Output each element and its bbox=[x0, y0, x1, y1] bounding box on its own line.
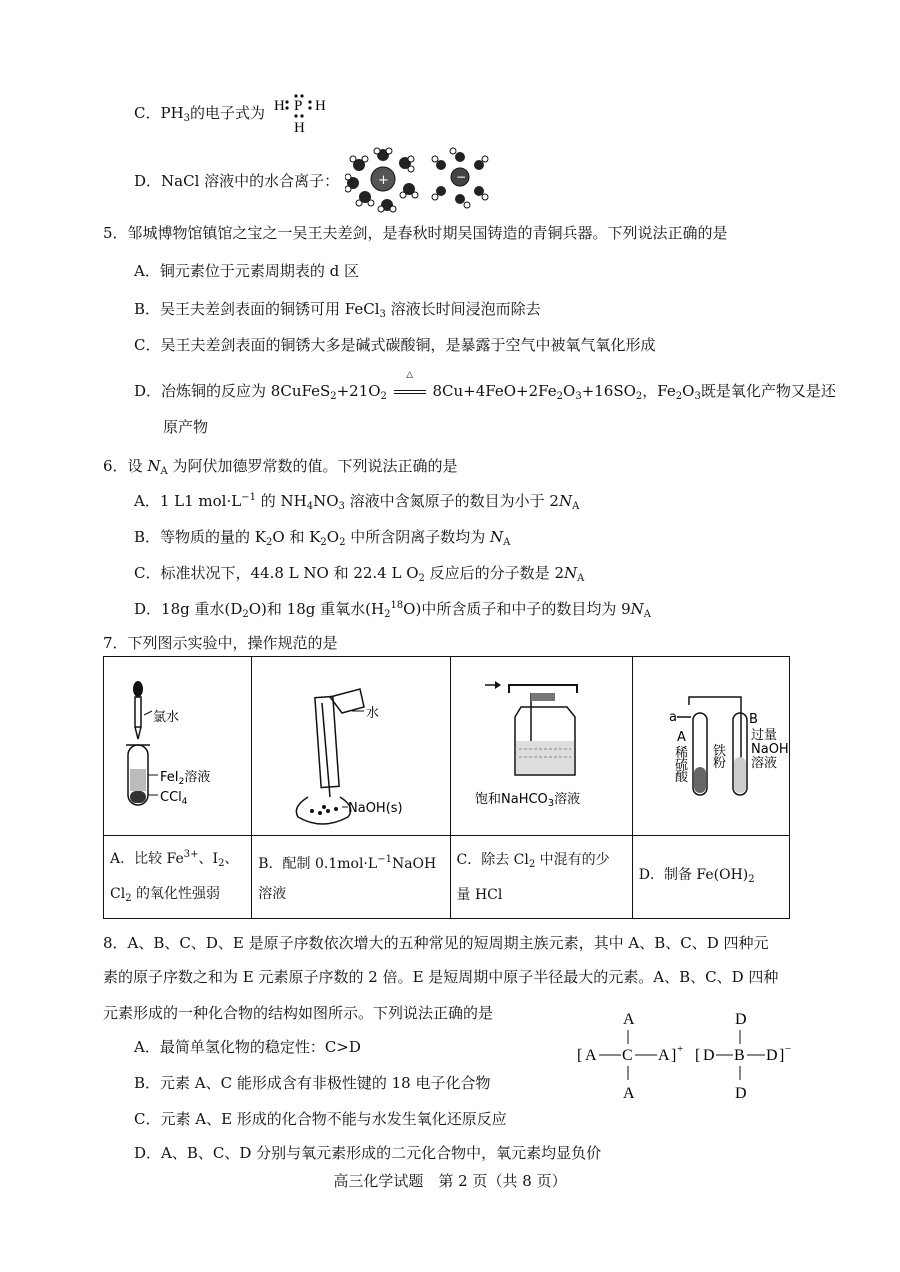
svg-text:D: D bbox=[766, 1047, 778, 1064]
fig-d-label-acid: 稀硫酸 bbox=[674, 746, 688, 785]
ph3-h-right: H bbox=[315, 98, 326, 114]
svg-text:D: D bbox=[703, 1047, 715, 1064]
fig-b-cell bbox=[252, 657, 450, 836]
svg-text:[: [ bbox=[577, 1047, 583, 1064]
q8-stem-1: 8．A、B、C、D、E 是原子序数依次增大的五种常见的短周期主族元素，其中 A、B、C、D 四种元 bbox=[103, 934, 769, 952]
fig-d-label-naoh2: NaOH bbox=[750, 742, 788, 757]
fig-d-label-naoh3: 溶液 bbox=[750, 756, 777, 771]
svg-text:+: + bbox=[378, 173, 389, 188]
fig-b-volumetric-flask bbox=[252, 657, 448, 831]
hydrated-na-ion bbox=[345, 148, 418, 212]
q5-option-a: A．铜元素位于元素周期表的 d 区 bbox=[134, 262, 359, 280]
q8-option-d: D．A、B、C、D 分别与氧元素形成的二元化合物中，氧元素均显负价 bbox=[134, 1144, 602, 1162]
caption-b: B．配制 $0.1mol\cdot L^{-1}NaOH$ 溶液 bbox=[252, 836, 450, 919]
fig-a-dropper-test-tube bbox=[104, 657, 250, 831]
hydrated-ions-icon bbox=[345, 145, 495, 213]
fig-c-cell bbox=[450, 657, 632, 836]
fig-b-label-naoh: NaOH(s) bbox=[348, 801, 403, 816]
q5-option-d-cont: 原产物 bbox=[163, 418, 209, 436]
fig-a-label-fei2: FeI$_2$溶液 bbox=[160, 770, 211, 787]
q6-stem: 6．设 $N_A$ 为阿伏加德罗常数的值。下列说法正确的是 bbox=[103, 457, 458, 477]
fig-d-label-a: a bbox=[668, 710, 677, 725]
caption-d: D．制备 $Fe(OH)_2$ bbox=[632, 836, 789, 919]
svg-text:−: − bbox=[456, 170, 467, 184]
caption-a: A．比较 $Fe^{3+}$、$I_2$、 $Cl_2$ 的氧化性强弱 bbox=[104, 836, 252, 919]
ph3-electron-formula bbox=[272, 92, 338, 138]
svg-text:A: A bbox=[623, 1011, 635, 1028]
fig-c-gas-washing-bottle bbox=[451, 657, 631, 831]
svg-text:B: B bbox=[734, 1047, 745, 1064]
q7-stem: 7．下列图示实验中，操作规范的是 bbox=[103, 634, 338, 652]
q5-stem: 5．邹城博物馆镇馆之宝之一吴王夫差剑，是春秋时期吴国铸造的青铜兵器。下列说法正确的是 bbox=[103, 224, 728, 242]
q6-option-a: A．1 L1 $mol\cdot L^{-1}$ 的 $NH_4NO_3$ 溶液中含氮原子的数目为小于 $2N_A$ bbox=[134, 492, 580, 512]
q8-option-b: B．元素 A、C 能形成含有非极性键的 18 电子化合物 bbox=[134, 1074, 491, 1092]
q8-option-c: C．元素 A、E 形成的化合物不能与水发生氧化还原反应 bbox=[134, 1110, 507, 1128]
svg-text:D: D bbox=[735, 1085, 747, 1102]
svg-text:A: A bbox=[658, 1047, 670, 1064]
svg-text:A: A bbox=[623, 1085, 635, 1102]
fig-a-label-ccl4: CCl$_4$ bbox=[160, 790, 188, 807]
fig-a-cell bbox=[104, 657, 252, 836]
svg-text:[: [ bbox=[695, 1047, 701, 1064]
q8-stem-2: 素的原子序数之和为 E 元素原子序数的 2 倍。E 是短周期中原子半径最大的元素。A、B、C、D 四种 bbox=[103, 968, 779, 986]
page-footer: 高三化学试题 第 2 页（共 8 页） bbox=[333, 1172, 567, 1190]
fig-a-label-water: 氯水 bbox=[153, 710, 180, 725]
fig-d-cell bbox=[632, 657, 789, 836]
ph3-p: P bbox=[294, 98, 303, 114]
svg-text:]: ] bbox=[779, 1047, 785, 1064]
q8-stem-3: 元素形成的一种化合物的结构如图所示。下列说法正确的是 bbox=[103, 1004, 494, 1022]
experiment-table bbox=[103, 656, 790, 919]
fig-d-label-fe: 铁粉 bbox=[712, 744, 726, 771]
hydrated-cl-ion bbox=[432, 148, 488, 208]
compound-structure bbox=[575, 1006, 815, 1106]
q5-option-b: B．吴王夫差剑表面的铜锈可用 FeCl$_3$ 溶液长时间浸泡而除去 bbox=[134, 300, 541, 320]
q6-option-b: B．等物质的量的 $K_2O$ 和 $K_2O_2$ 中所含阴离子数均为 $N_A$ bbox=[134, 528, 511, 548]
fig-d-label-naoh1: 过量 bbox=[750, 728, 777, 743]
fig-d-fe-oh2-apparatus bbox=[633, 657, 788, 831]
q5-option-d: D．冶炼铜的反应为 $8CuFeS_2+21O_2$ △ $8Cu+4FeO+2Fe_2O_3+16SO_2$，$Fe_2O_3$既是氧化产物又是还 bbox=[134, 370, 836, 402]
svg-text:]: ] bbox=[671, 1047, 677, 1064]
q6-option-c: C．标准状况下，44.8 L NO 和 22.4 L $O_2$ 反应后的分子数是 $2N_A$ bbox=[134, 564, 585, 584]
q5-option-c: C．吴王夫差剑表面的铜锈大多是碱式碳酸铜，是暴露于空气中被氧气氧化形成 bbox=[134, 336, 656, 354]
ph3-h-bottom: H bbox=[294, 120, 305, 136]
svg-text:C: C bbox=[622, 1047, 633, 1064]
q6-option-d: D．18g 重水$(D_2O)$和 18g 重氧水$(H_2^{18}O)$中所含质子和中子的数目均为 $9N_A$ bbox=[134, 600, 651, 620]
fig-c-label: 饱和NaHCO$_3$溶液 bbox=[474, 792, 580, 809]
caption-c: C．除去 $Cl_2$ 中混有的少 量 HCl bbox=[450, 836, 632, 919]
svg-text:A: A bbox=[585, 1047, 597, 1064]
ph3-h-left: H bbox=[274, 98, 285, 114]
heating-condition: △ bbox=[392, 382, 428, 400]
fig-d-label-B: B bbox=[748, 712, 758, 727]
q8-option-a: A．最简单氢化物的稳定性：C>D bbox=[134, 1038, 361, 1056]
fig-b-label-water: 水 bbox=[366, 706, 380, 721]
svg-text:−: − bbox=[785, 1043, 792, 1055]
svg-text:+: + bbox=[677, 1043, 684, 1055]
fig-d-label-A: A bbox=[676, 730, 686, 745]
q4-option-d: D．NaCl 溶液中的水合离子： bbox=[134, 172, 340, 190]
q4-option-c: C．$PH_3$的电子式为 bbox=[134, 104, 266, 124]
svg-text:D: D bbox=[735, 1011, 747, 1028]
